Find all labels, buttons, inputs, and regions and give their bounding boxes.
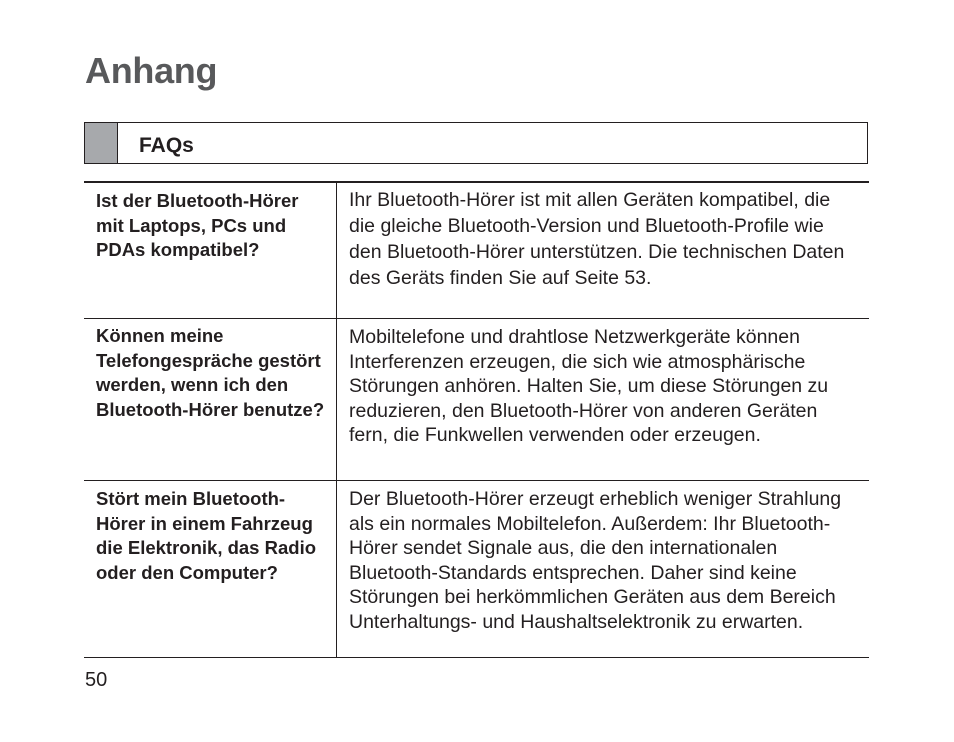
faq-answer: Mobiltelefone und drahtlose Netzwerkgeräte können Interferenzen erzeugen, die sich wie atmosphärische Störungen anhören. Halten Sie, um diese Störungen zu reduzieren, den Bluetooth-Hörer von anderen Geräten fern, die Funkwellen verwenden oder erzeugen. xyxy=(349,326,829,446)
faq-question: Können meine Telefongespräche gestört werden, wenn ich den Bluetooth-Hörer benutze? xyxy=(84,319,337,480)
page-title: Anhang xyxy=(85,50,218,91)
section-marker xyxy=(85,123,118,163)
section-header xyxy=(84,122,868,164)
faq-answer: Ihr Bluetooth-Hörer ist mit allen Geräten kompatibel, die die gleiche Bluetooth-Version und Bluetooth-Profile wie den Bluetooth-Hörer unterstützen. Die technischen Daten des Geräts finden Sie auf Seite 53. xyxy=(349,189,845,289)
page-number: 50 xyxy=(85,669,108,691)
faq-row xyxy=(84,481,869,658)
section-title: FAQs xyxy=(139,134,194,157)
faq-question: Stört mein Bluetooth-Hörer in einem Fahrzeug die Elektronik, das Radio oder den Computer? xyxy=(84,481,337,657)
faq-table xyxy=(84,181,869,658)
faq-row xyxy=(84,183,869,319)
faq-row xyxy=(84,319,869,481)
faq-question: Ist der Bluetooth-Hörer mit Laptops, PCs und PDAs kompatibel? xyxy=(84,183,337,318)
faq-answer: Der Bluetooth-Hörer erzeugt erheblich weniger Strahlung als ein normales Mobiltelefon. Außerdem: Ihr Bluetooth-Hörer sendet Signale aus, die den internationalen Bluetooth-Standards entsprechen. Daher sind keine Störungen bei herkömmlichen Geräten aus dem Bereich Unterhaltungs- und Haushaltselektronik zu erwarten. xyxy=(349,488,842,633)
